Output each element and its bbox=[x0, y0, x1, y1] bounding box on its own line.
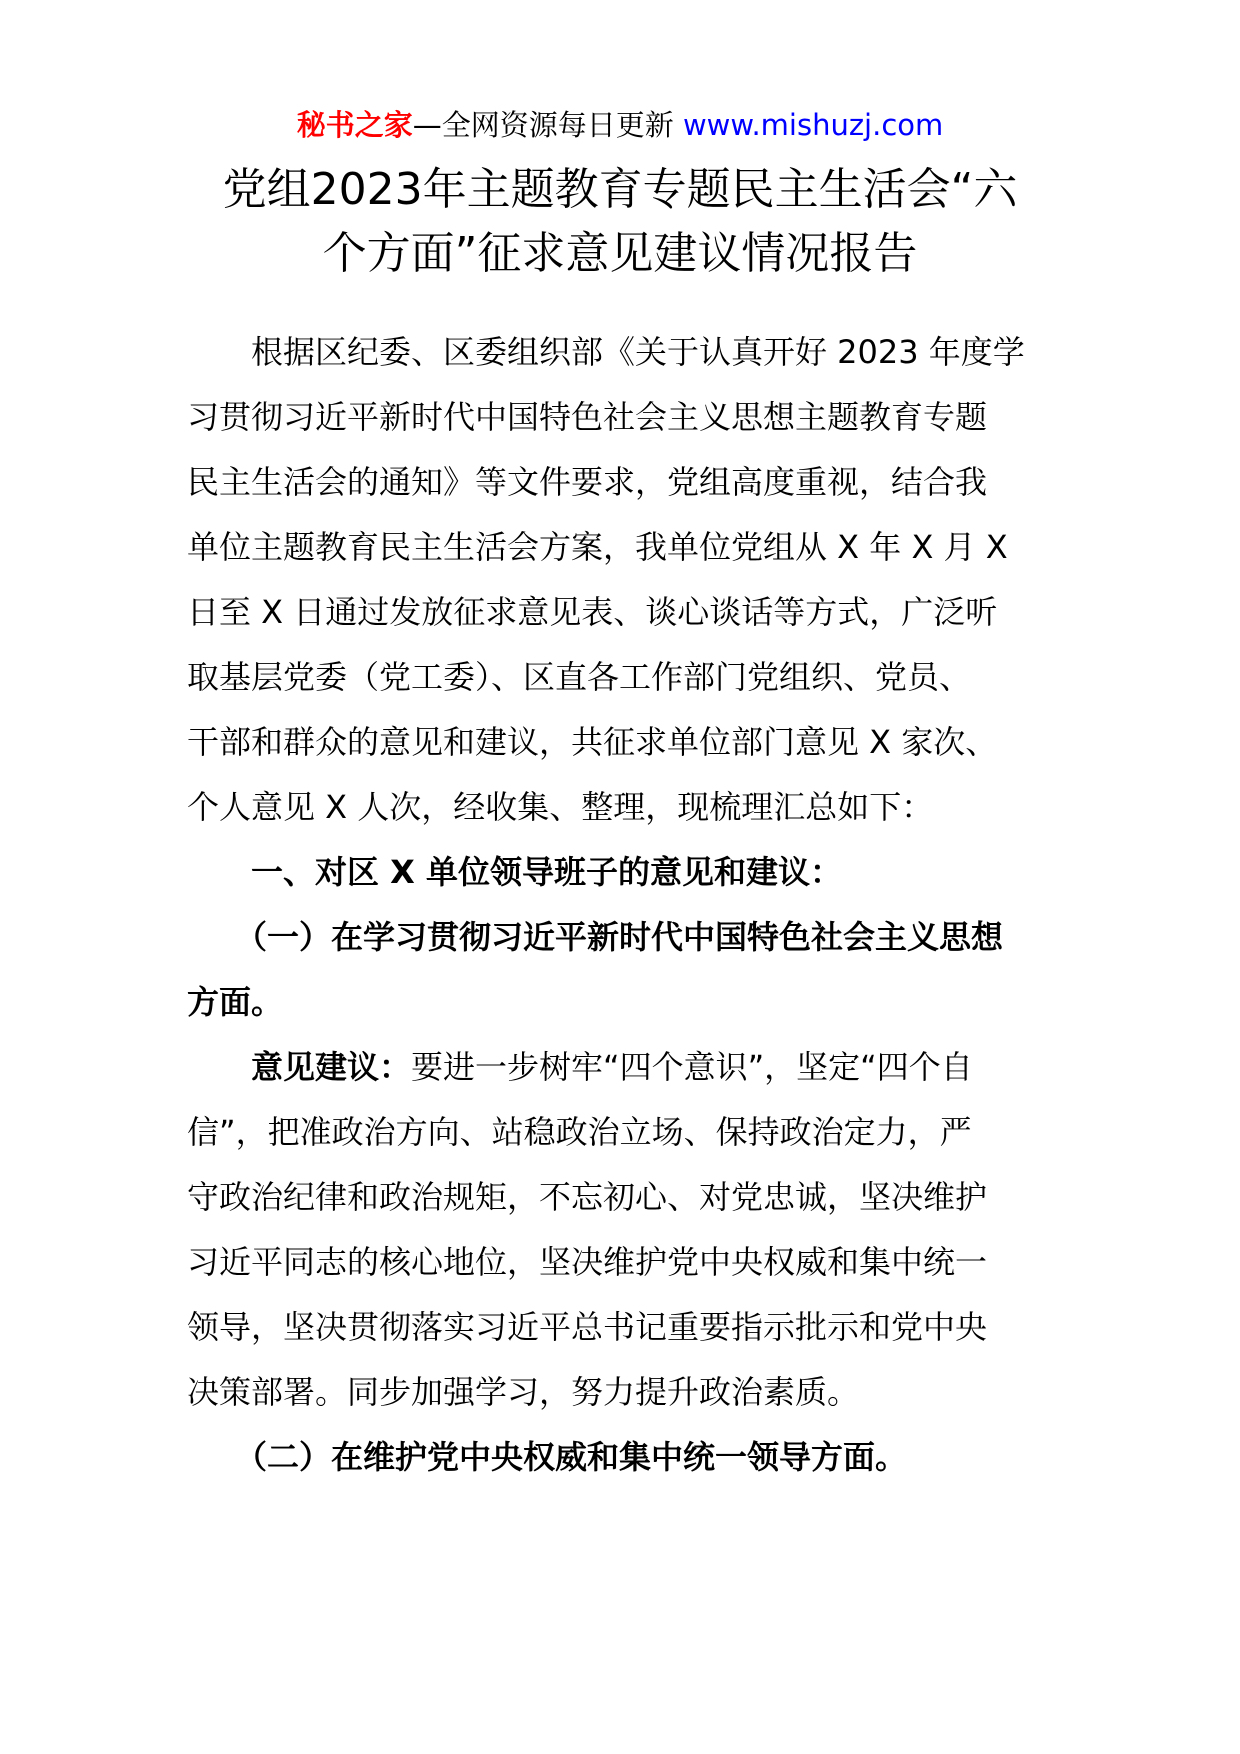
suggestion-line: 领导，坚决贯彻落实习近平总书记重要指示批示和党中央 bbox=[187, 1308, 988, 1346]
intro-line: 取基层党委（党工委）、区直各工作部门党组织、党员、 bbox=[187, 658, 972, 696]
brand-name: 秘书之家 bbox=[296, 108, 413, 142]
title-line-1: 党组2023年主题教育专题民主生活会“六 bbox=[222, 164, 1018, 215]
section-heading-1 bbox=[187, 840, 1057, 905]
intro-line: 根据区纪委、区委组织部《关于认真开好 2023 年度学 bbox=[251, 333, 1025, 371]
intro-line: 日至 X 日通过发放征求意见表、谈心谈话等方式，广泛听 bbox=[187, 593, 998, 631]
suggestion-line: 守政治纪律和政治规矩，不忘初心、对党忠诚，坚决维护 bbox=[187, 1178, 988, 1216]
document-body bbox=[187, 320, 1057, 1490]
document-title bbox=[150, 158, 1090, 286]
intro-paragraph bbox=[187, 320, 1057, 840]
suggestion-line: 信”，把准政治方向、站稳政治立场、保持政治定力，严 bbox=[187, 1113, 972, 1151]
subsection-heading-line: （一）在学习贯彻习近平新时代中国特色社会主义思想 bbox=[235, 918, 1004, 956]
intro-line: 干部和群众的意见和建议，共征求单位部门意见 X 家次、 bbox=[187, 723, 998, 761]
intro-line: 民主生活会的通知》等文件要求，党组高度重视，结合我 bbox=[187, 463, 988, 501]
intro-line: 习贯彻习近平新时代中国特色社会主义思想主题教育专题 bbox=[187, 398, 988, 436]
suggestion-line: 要进一步树牢“四个意识”，坚定“四个自 bbox=[411, 1048, 973, 1086]
suggestion-first-line bbox=[187, 1035, 1057, 1100]
suggestion-line: 习近平同志的核心地位，坚决维护党中央权威和集中统一 bbox=[187, 1243, 988, 1281]
site-banner bbox=[0, 103, 1240, 147]
section-heading-text: 一、对区 X 单位领导班子的意见和建议： bbox=[251, 853, 842, 891]
subsection-heading-1 bbox=[187, 905, 1057, 1035]
brand-slogan: —全网资源每日更新 bbox=[412, 108, 674, 142]
subsection-heading-line: （二）在维护党中央权威和集中统一领导方面。 bbox=[235, 1438, 908, 1476]
suggestion-label: 意见建议： bbox=[251, 1048, 412, 1086]
site-url-link[interactable]: www.mishuzj.com bbox=[682, 108, 944, 142]
title-line-2: 个方面”征求意见建议情况报告 bbox=[322, 228, 918, 279]
intro-line: 单位主题教育民主生活会方案，我单位党组从 X 年 X 月 X bbox=[187, 528, 1008, 566]
subsection-heading-line: 方面。 bbox=[187, 983, 284, 1021]
subsection-heading-2 bbox=[187, 1425, 1057, 1490]
suggestion-line: 决策部署。同步加强学习，努力提升政治素质。 bbox=[187, 1373, 860, 1411]
suggestion-paragraph bbox=[187, 1035, 1057, 1425]
intro-line: 个人意见 X 人次，经收集、整理，现梳理汇总如下： bbox=[187, 788, 934, 826]
